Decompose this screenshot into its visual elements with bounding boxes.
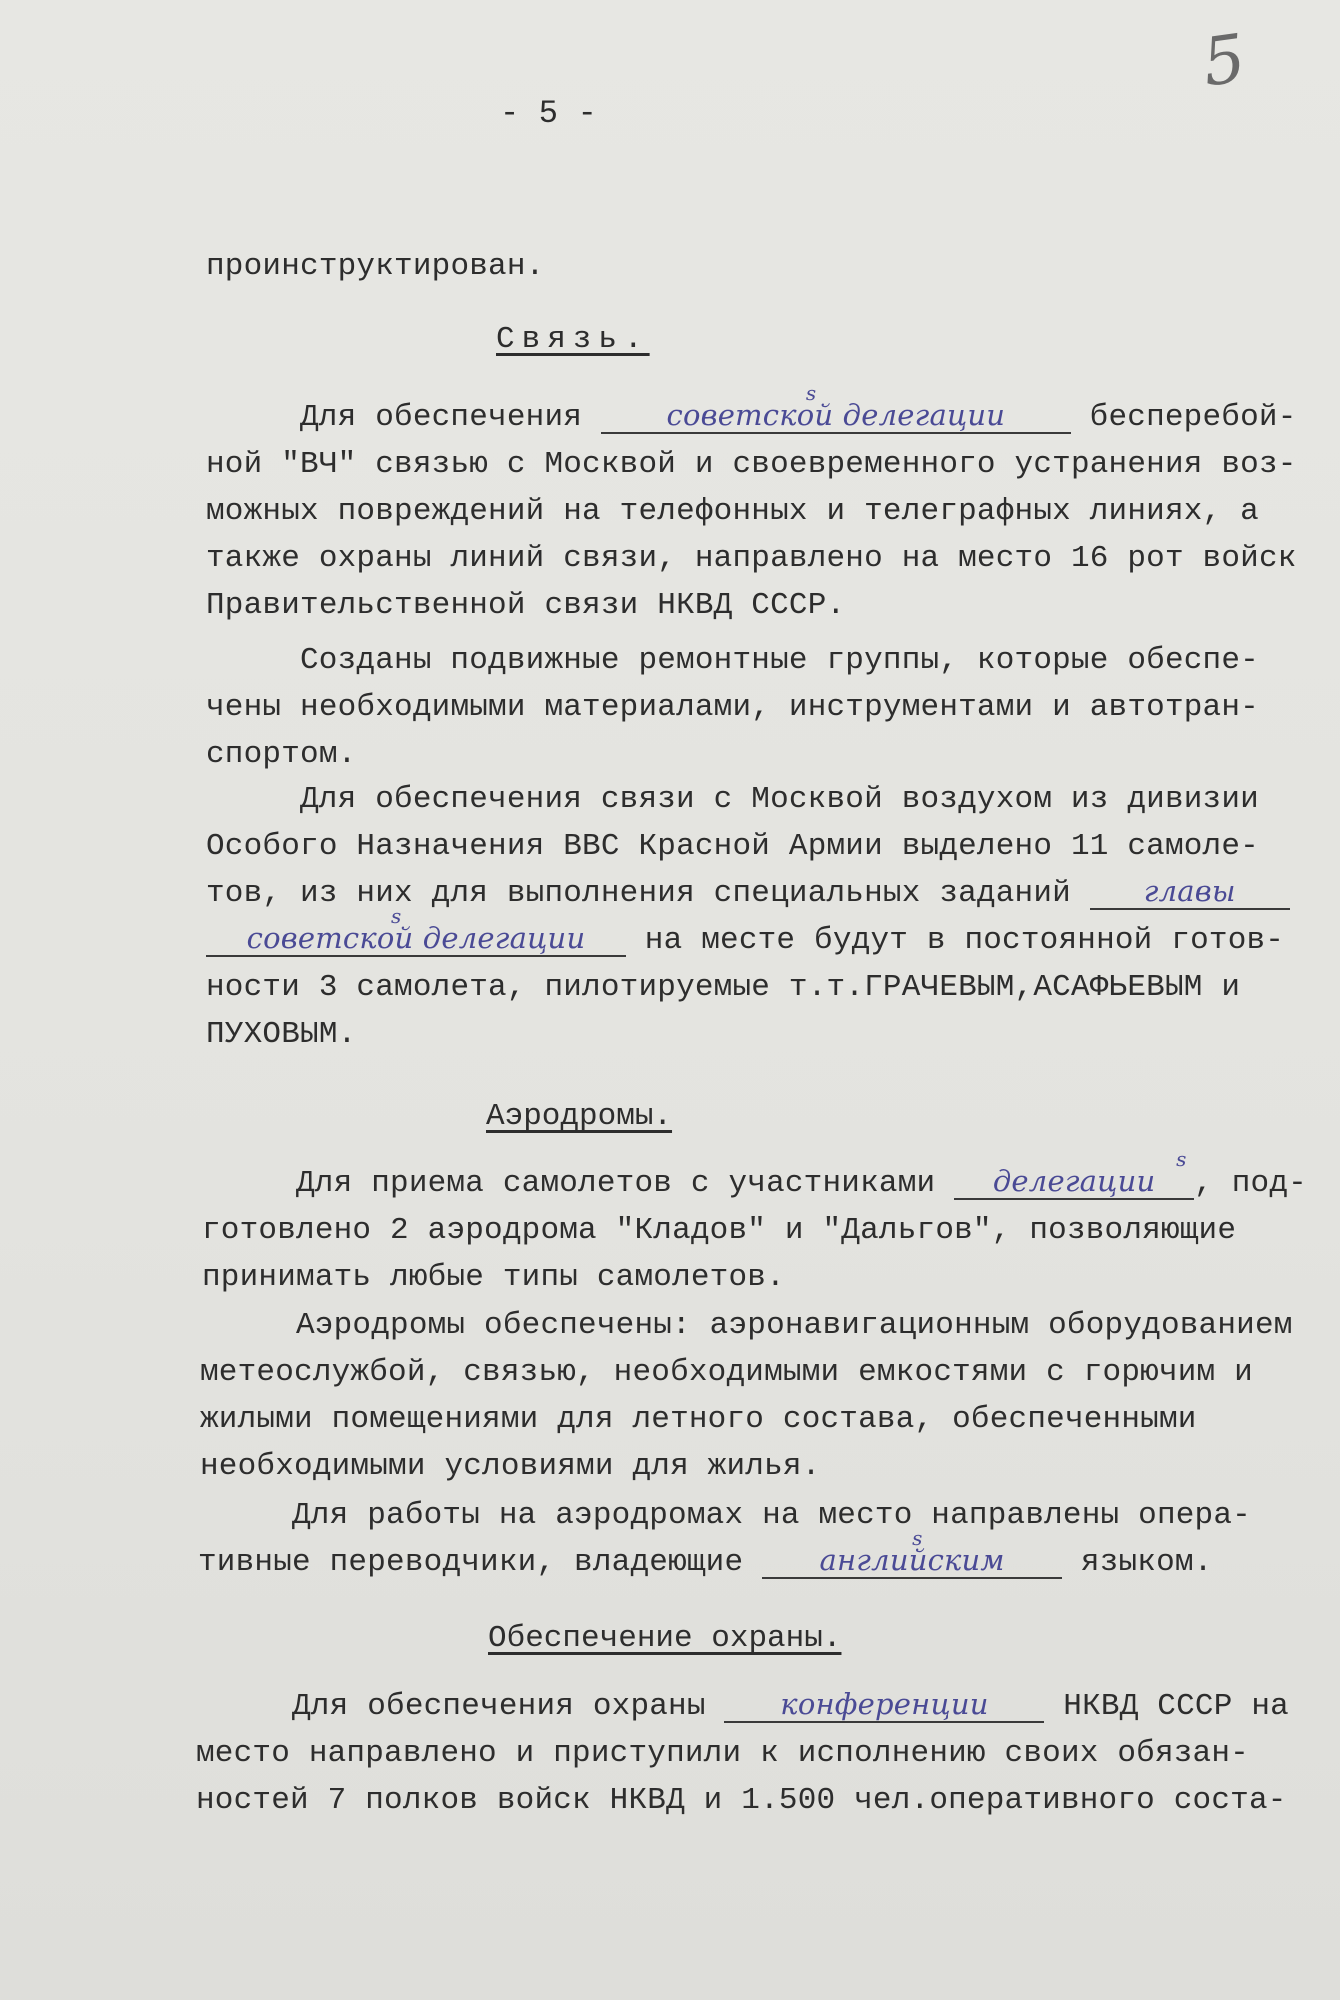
text-line: можных повреждений на телефонных и телеграфных линиях, а [206,494,1259,529]
text-line [198,1526,1213,1583]
handwritten-insert [954,1147,1194,1200]
section-title-airfields: Аэродромы. [486,1099,673,1134]
text-line: ПУХОВЫМ. [206,1017,357,1052]
text-fragment: Для обеспечения охраны [292,1689,725,1724]
text-fragment: , под- [1194,1166,1307,1201]
handwritten-insert [601,381,1071,434]
text-fragment: НКВД СССР на [1044,1689,1289,1724]
text-line: ностей 7 полков войск НКВД и 1.500 чел.оперативного соста- [196,1783,1287,1818]
text-line [206,874,1290,914]
text-line: Особого Назначения ВВС Красной Армии выделено 11 самоле- [206,829,1259,864]
insert-text: советской делегации [666,398,1006,432]
text-line: Правительственной связи НКВД СССР. [206,588,846,623]
text-line: Для обеспечения связи с Москвой воздухом из дивизии [300,782,1259,817]
text-fragment: тивные переводчики, владеющие [198,1545,763,1580]
correction-mark: s [1176,1147,1187,1171]
page-header: - 5 - [500,95,598,132]
insert-text: советской делегации [246,921,586,955]
handwritten-page-number: 5 [1197,19,1251,102]
text-line: ной "ВЧ" связью с Москвой и своевременного устранения воз- [206,447,1297,482]
correction-mark: s [391,904,402,928]
text-line: необходимыми условиями для жилья. [200,1449,821,1484]
handwritten-insert [206,904,626,957]
text-fragment: тов, из них для выполнения специальных заданий [206,876,1090,911]
insert-text: конференции [780,1687,989,1721]
text-line: метеослужбой, связью, необходимыми емкостями с горючим и [200,1355,1253,1390]
text-line: чены необходимыми материалами, инструментами и автотран- [206,690,1259,725]
text-line: Аэродромы обеспечены: аэронавигационным оборудованием [296,1308,1293,1343]
correction-mark: s [912,1526,923,1550]
text-fragment: Для приема самолетов с участниками [296,1166,955,1201]
correction-mark: s [805,381,817,405]
text-line [300,381,1297,438]
handwritten-insert [1090,874,1290,910]
text-line: ности 3 самолета, пилотируемые т.т.ГРАЧЕВЫМ,АСАФЬЕВЫМ и [206,970,1241,1005]
text-fragment: бесперебой- [1070,400,1297,435]
text-line: Для работы на аэродромах на место направлены опера- [292,1498,1251,1533]
text-line: проинструктирован. [206,249,545,284]
text-line: также охраны линий связи, направлено на место 16 рот войск [206,541,1297,576]
text-line: готовлено 2 аэродрома "Кладов" и "Дальгов", позволяющие [202,1213,1237,1248]
text-line: место направлено и приступили к исполнению своих обязан- [196,1736,1249,1771]
text-line: спортом. [206,737,357,772]
handwritten-insert [724,1687,1044,1723]
insert-text: английским [819,1543,1005,1577]
handwritten-insert [762,1526,1062,1579]
text-fragment: на месте будут в постоянной готов- [626,923,1285,958]
section-title-communications: Связь. [496,322,650,357]
text-line [292,1687,1289,1727]
section-title-security: Обеспечение охраны. [488,1621,842,1656]
insert-text: главы [1143,874,1236,908]
text-line [206,904,1285,961]
text-line: жилыми помещениями для летного состава, обеспеченными [200,1402,1197,1437]
text-fragment: языком. [1062,1545,1213,1580]
insert-text: делегации [992,1164,1156,1198]
text-line: Созданы подвижные ремонтные группы, которые обеспе- [300,643,1259,678]
text-line [296,1147,1307,1204]
text-line: принимать любые типы самолетов. [202,1260,785,1295]
text-fragment: Для обеспечения [300,400,601,435]
